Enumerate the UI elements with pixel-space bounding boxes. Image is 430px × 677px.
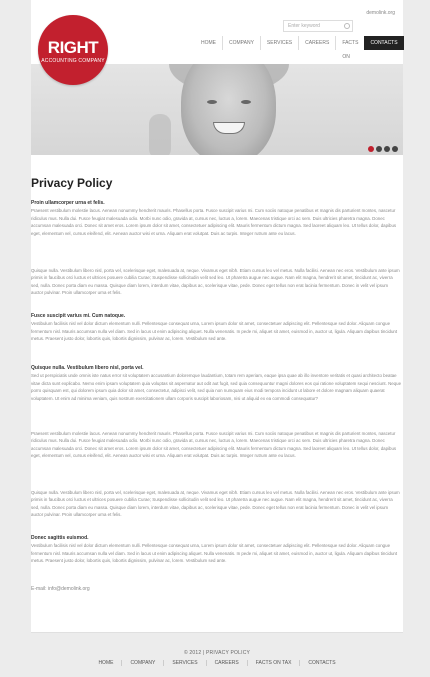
block-text: Praesent vestibulum molestie lacus. Aenean nonummy hendrerit mauris. Phasellus porta. Fusce suscipit varius mi. Cum sociis natoque penatibus et magnis dis parturient montes, nascetur ridiculus mus. Nulla dui. Fusce feugiat malesuada odio. Morbi nunc odio, gravida at, cursus nec, luctus a, lorem. Maecenas tristique orci ac sem. Duis ultricies pharetra magna. Donec accumsan malesuada orci. Donec sit amet eros. Lorem ipsum dolor sit amet, consectetuer adipiscing elit. Mauris fermentum dictum magna. Sed laoreet aliquam leo. Ut tellus dolor, dapibus eget, elementum vel, cursus eleifend, elit. Aenean auctor wisi et urna. Aliquam erat volutpat. Duis ac turpis. Integer rutrum ante eu lacus. <box>31 431 397 459</box>
main-nav <box>195 36 404 60</box>
content-block <box>31 489 401 519</box>
search-input[interactable] <box>283 20 353 32</box>
nav-contacts[interactable]: CONTACTS <box>364 36 403 50</box>
footer-nav-facts-on-tax[interactable]: FACTS ON TAX <box>248 660 301 666</box>
content-block <box>31 365 401 402</box>
logo-title: RIGHT <box>47 38 99 57</box>
block-text: Quisque nulla. Vestibulum libero nisl, porta vel, scelerisque eget, malesuada at, neque. Vivamus eget nibh. Etiam cursus leo vel metus. Nulla facilisi. Aenean nec eros. Vestibulum ante ipsum primis in faucibus orci luctus et ultrices posuere cubilia Curae; Suspendisse sollicitudin velit sed leo. Ut pharetra augue nec augue. Nam elit magna, hendrerit sit amet, tincidunt ac, viverra sed, nulla. Donec porta diam eu massa. Quisque diam lorem, interdum vitae, dapibus ac, scelerisque vitae, pede. Donec eget tellus non erat lacinia fermentum. Donec in velit vel ipsum auctor pulvinar. Proin ullamcorper urna et felis. <box>31 490 400 518</box>
block-heading: Proin ullamcorper urna et felis. <box>31 200 105 206</box>
nav-company[interactable]: COMPANY <box>223 36 261 50</box>
block-text: Vestibulum facilisis nisl vel dolor dictum elementum nulli. Pellentesque consequat urna, Lorem ipsum dolor sit amet, consectetuer adipiscing elit. Pellentesque sed dolor. Aliquam congue fermentum nisl. Mauris accumsan nulla vel diam. Sed in lacus ut enim adipiscing aliquet. Nulla venenatis. In pede mi, aliquet sit amet, euismod in, auctor ut, ligula. Aliquam dapibus tincidunt metus. Praesent justo dolor, lobortis quis, lobortis dignissim, pulvinar ac, lorem. Vestibulum sed ante. <box>31 543 398 564</box>
logo-subtitle: ACCOUNTING COMPANY <box>41 58 105 64</box>
block-text: Vestibulum facilisis nisl vel dolor dictum elementum nulli. Pellentesque consequat urna, Lorem ipsum dolor sit amet, consectetuer adipiscing elit. Pellentesque sed dolor. Aliquam congue fermentum nisl. Mauris accumsan nulla vel diam. Sed in lacus ut enim adipiscing aliquet. Nulla venenatis. In pede mi, aliquet sit amet, euismod in, auctor ut, ligula. Aliquam dapibus tincidunt metus. Praesent justo dolor, lobortis quis, lobortis dignissim, pulvinar ac, lorem. Vestibulum sed ante. <box>31 321 398 342</box>
footer-copyright: © 2012 | PRIVACY POLICY <box>183 650 251 656</box>
hero-image-face <box>181 64 276 155</box>
slider-dot[interactable] <box>368 146 374 152</box>
page-title: Privacy Policy <box>31 176 113 190</box>
content-block <box>31 313 401 343</box>
footer-nav-home[interactable]: HOME <box>90 660 122 666</box>
block-heading: Donec sagittis euismod. <box>31 535 89 541</box>
content-block <box>31 200 401 237</box>
slider-dot[interactable] <box>392 146 398 152</box>
nav-home[interactable]: HOME <box>195 36 223 50</box>
nav-services[interactable]: SERVICES <box>261 36 299 50</box>
search-placeholder: Enter keyword <box>288 23 320 29</box>
content-block <box>31 535 401 565</box>
site-container <box>31 0 403 632</box>
footer-nav <box>31 660 403 666</box>
email-label: E-mail: <box>31 586 47 592</box>
domain-link[interactable]: demolink.org <box>366 10 395 16</box>
hero-image-eye <box>241 100 251 104</box>
block-heading: Fusce suscipit varius mi. Cum natoque. <box>31 313 126 319</box>
email-link[interactable]: info@demolink.org <box>47 586 90 592</box>
block-text: Quisque nulla. Vestibulum libero nisl, porta vel, scelerisque eget, malesuada at, neque. Vivamus eget nibh. Etiam cursus leo vel metus. Nulla facilisi. Aenean nec eros. Vestibulum ante ipsum primis in faucibus orci luctus et ultrices posuere cubilia Curae; Suspendisse sollicitudin velit sed leo. Ut pharetra augue nec augue. Nam elit magna, hendrerit sit amet, tincidunt ac, viverra sed, nulla. Donec porta diam eu massa. Quisque diam lorem, interdum vitae, dapibus ac, scelerisque vitae, pede. Donec eget tellus non erat lacinia fermentum. Donec in velit vel ipsum auctor pulvinar. Proin ullamcorper urna et felis. <box>31 268 400 296</box>
nav-facts-on-tax[interactable]: FACTS ON <box>342 40 359 60</box>
block-heading: Quisque nulla. Vestibulum libero nisl, porta vel. <box>31 365 144 371</box>
footer-nav-company[interactable]: COMPANY <box>122 660 164 666</box>
footer <box>31 632 403 677</box>
hero-image-eye <box>207 100 217 104</box>
slider-pagination <box>368 146 398 152</box>
hero-image-hand <box>149 114 171 155</box>
content-block <box>31 267 401 297</box>
block-text: Sed ut perspiciatis unde omnis iste natus error sit voluptatem accusantium doloremque laudantium, totam rem aperiam, eaque ipsa quae ab illo inventore veritatis et quasi architecto beatae vitae dicta sunt explicabo. Nemo enim ipsam voluptatem quia voluptas sit aspernatur aut odit aut fugit, sed quia consequuntur magni dolores eos qui ratione voluptatem sequi nesciunt. Neque porro quisquam est, qui dolorem ipsum quia dolor sit amet, consectetur, adipisci velit, sed quia non numquam eius modi tempora incidunt ut labore et dolore magnam aliquam quaerat voluptatem. Ut enim ad minima veniam, quis nostrum exercitationem ullam corporis suscipit laboriosam, nisi ut aliquid ex ea commodi consequatur? <box>31 373 402 401</box>
slider-dot[interactable] <box>376 146 382 152</box>
content-block <box>31 430 401 460</box>
footer-nav-contacts[interactable]: CONTACTS <box>308 660 336 666</box>
search-icon[interactable] <box>344 23 350 29</box>
block-text: Praesent vestibulum molestie lacus. Aenean nonummy hendrerit mauris. Phasellus porta. Fusce suscipit varius mi. Cum sociis natoque penatibus et magnis dis parturient montes, nascetur ridiculus mus. Nulla dui. Fusce feugiat malesuada odio. Morbi nunc odio, gravida at, cursus nec, luctus a, lorem. Maecenas tristique orci ac sem. Duis ultricies pharetra magna. Donec accumsan malesuada orci. Donec sit amet eros. Lorem ipsum dolor sit amet, consectetuer adipiscing elit. Mauris fermentum dictum magna. Sed laoreet aliquam leo. Ut tellus dolor, dapibus eget, elementum vel, cursus eleifend, elit. Aenean auctor wisi et urna. Aliquam erat volutpat. Duis ac turpis. Integer rutrum ante eu lacus. <box>31 208 397 236</box>
footer-nav-careers[interactable]: CAREERS <box>207 660 248 666</box>
footer-nav-services[interactable]: SERVICES <box>164 660 206 666</box>
nav-careers[interactable]: CAREERS <box>299 36 336 50</box>
logo[interactable] <box>38 15 108 85</box>
email-line <box>31 586 90 592</box>
slider-dot[interactable] <box>384 146 390 152</box>
